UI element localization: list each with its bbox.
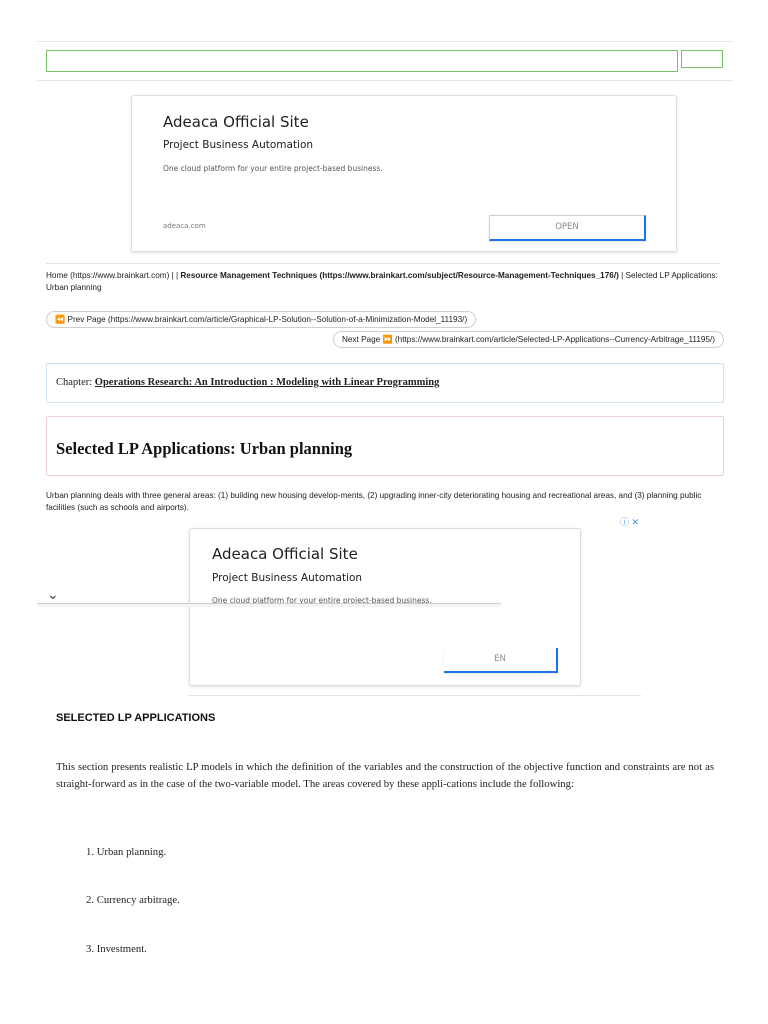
- chapter-label: Chapter:: [56, 377, 93, 388]
- breadcrumb-subject[interactable]: Resource Management Techniques (https://www.brainkart.com/subject/Resource-Management-Techniques_176/): [180, 271, 619, 280]
- fast-forward-icon: ⏩: [382, 335, 393, 344]
- adchoices-icon[interactable]: ⓘ: [620, 517, 630, 527]
- breadcrumb: [46, 270, 726, 294]
- section-heading: SELECTED LP APPLICATIONS: [56, 712, 216, 724]
- top-ad-description: One cloud platform for your entire project-based business.: [163, 164, 383, 173]
- list-item: 1. Urban planning.: [86, 846, 167, 858]
- divider: [189, 695, 641, 696]
- search-input[interactable]: [46, 50, 678, 72]
- divider: [46, 263, 720, 264]
- top-ad-title[interactable]: Adeaca Official Site: [163, 113, 309, 131]
- next-page-button[interactable]: [333, 331, 724, 348]
- list-item: 3. Investment.: [86, 943, 147, 955]
- breadcrumb-current: | Selected LP Applications: Urban planning: [46, 271, 718, 292]
- inline-ad-description: One cloud platform for your entire project-based business.: [212, 596, 432, 603]
- rewind-icon: ⏪: [55, 315, 66, 324]
- prev-page-label: Prev Page (https://www.brainkart.com/article/Graphical-LP-Solution--Solution-of-a-Minimization-Model_11193/): [67, 315, 468, 324]
- ad-controls: [620, 515, 639, 528]
- search-button[interactable]: [681, 50, 723, 68]
- inline-ad-open-button[interactable]: EN: [444, 648, 558, 673]
- section-paragraph: This section presents realistic LP models in which the definition of the variables and the construction of the objective function and constraints are not as straight-forward as in the case of the two-variable model. The areas covered by these appli-cations include the following:: [56, 761, 714, 790]
- overlay-shadow: [37, 604, 501, 607]
- intro-paragraph: Urban planning deals with three general areas: (1) building new housing develop-ments, (2) upgrading inner-city deteriorating housing and recreational areas, and (3) planning public facilities (such as schools and airports).: [46, 491, 702, 512]
- chapter-link[interactable]: Operations Research: An Introduction : Modeling with Linear Programming: [94, 377, 440, 388]
- chevron-down-icon[interactable]: ⌄: [47, 586, 59, 602]
- next-page-url: (https://www.brainkart.com/article/Selected-LP-Applications--Currency-Arbitrage_11195/): [394, 335, 715, 344]
- next-page-label: Next Page: [341, 335, 381, 344]
- inline-ad-title[interactable]: Adeaca Official Site: [212, 545, 358, 563]
- close-icon[interactable]: ✕: [631, 517, 640, 527]
- top-ad-subtitle: Project Business Automation: [163, 139, 314, 151]
- top-ad-open-button[interactable]: OPEN: [489, 215, 646, 241]
- inline-ad-subtitle: Project Business Automation: [212, 572, 363, 584]
- breadcrumb-home[interactable]: Home (https://www.brainkart.com) | |: [46, 271, 179, 280]
- page-title: Selected LP Applications: Urban planning: [56, 439, 353, 458]
- top-ad-domain[interactable]: adeaca.com: [163, 222, 206, 230]
- chapter-line: [56, 377, 439, 388]
- prev-page-button[interactable]: [46, 311, 476, 328]
- list-item: 2. Currency arbitrage.: [86, 894, 180, 906]
